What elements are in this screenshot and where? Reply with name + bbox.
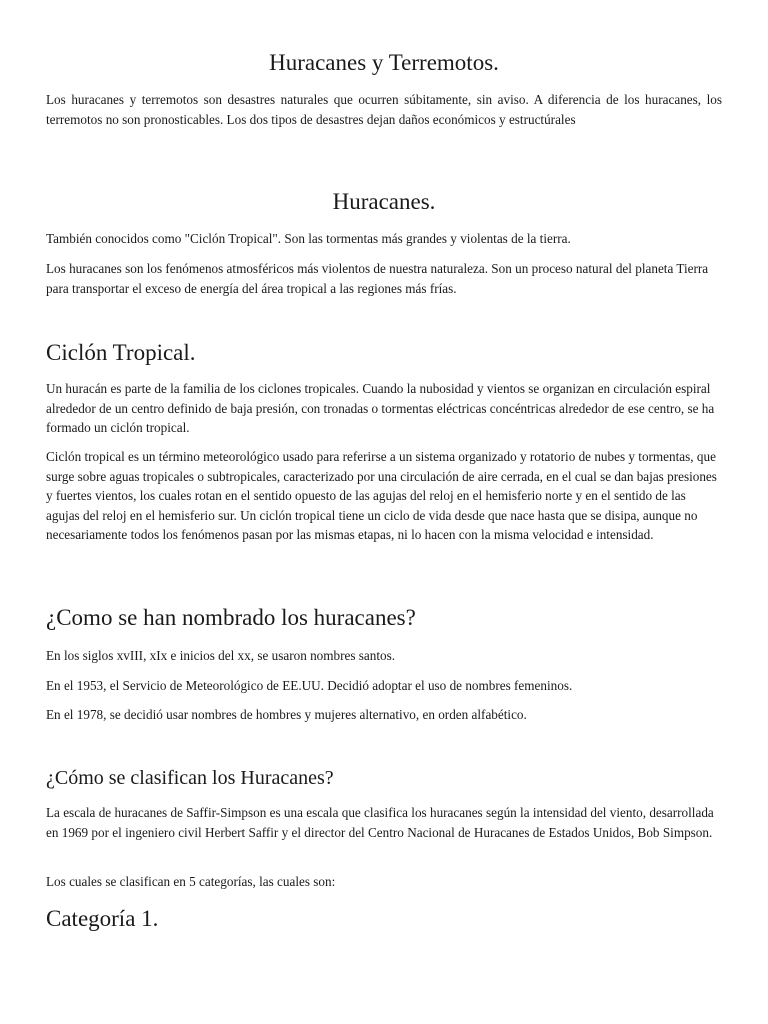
clasificacion-paragraph-2: Los cuales se clasifican en 5 categorías, las cuales son:: [46, 874, 336, 889]
nombres-paragraph-3: En el 1978, se decidió usar nombres de hombres y mujeres alternativo, en orden alfabético.: [46, 707, 527, 722]
heading-nombres: ¿Como se han nombrado los huracanes?: [46, 605, 416, 630]
ciclon-paragraph-1: Un huracán es parte de la familia de los ciclones tropicales. Cuando la nubosidad y vientos se organizan en circulación espiral alrededor de un centro definido de baja presión, con tronadas o tormentas eléctricas concéntricas alrededor de ese centro, se ha formado un ciclón tropical.: [46, 381, 715, 435]
huracanes-paragraph-2: Los huracanes son los fenómenos atmosféricos más violentos de nuestra naturaleza. Son un proceso natural del planeta Tierra para transportar el exceso de energía del área tropical a las regiones más frías.: [46, 261, 709, 296]
nombres-paragraph-2: En el 1953, el Servicio de Meteorológico de EE.UU. Decidió adoptar el uso de nombres femeninos.: [46, 678, 573, 693]
heading-ciclon-tropical: Ciclón Tropical.: [46, 340, 196, 365]
nombres-paragraph-1: En los siglos xvIII, xIx e inicios del xx, se usaron nombres santos.: [46, 648, 396, 663]
document-title: Huracanes y Terremotos.: [269, 50, 499, 75]
intro-paragraph: Los huracanes y terremotos son desastres naturales que ocurren súbitamente, sin aviso. A diferencia de los huracanes, los terremotos no son pronosticables. Los dos tipos de desastres dejan daños económicos y estructúrales: [46, 92, 722, 127]
huracanes-paragraph-1: También conocidos como "Ciclón Tropical". Son las tormentas más grandes y violentas de la tierra.: [46, 231, 571, 246]
clasificacion-paragraph-1: La escala de huracanes de Saffir-Simpson es una escala que clasifica los huracanes según la intensidad del viento, desarrollada en 1969 por el ingeniero civil Herbert Saffir y el director del Centro Nacional de Huracanes de Estados Unidos, Bob Simpson.: [46, 805, 714, 840]
heading-clasificacion: ¿Cómo se clasifican los Huracanes?: [46, 767, 334, 789]
heading-categoria-1: Categoría 1.: [46, 906, 159, 931]
heading-huracanes: Huracanes.: [332, 189, 436, 214]
ciclon-paragraph-2: Ciclón tropical es un término meteorológico usado para referirse a un sistema organizado y rotatorio de nubes y tormentas, que surge sobre aguas tropicales o subtropicales, caracterizado por una circulación de aire cerrada, en el cual se dan bajas presiones y fuertes vientos, los cuales rotan en el sentido opuesto de las agujas del reloj en el hemisferio norte y en el sentido de las agujas del reloj en el hemisferio sur. Un ciclón tropical tiene un ciclo de vida desde que nace hasta que se disipa, aunque no necesariamente todos los fenómenos pasan por las mismas etapas, ni lo hacen con la misma velocidad e intensidad.: [46, 449, 717, 542]
